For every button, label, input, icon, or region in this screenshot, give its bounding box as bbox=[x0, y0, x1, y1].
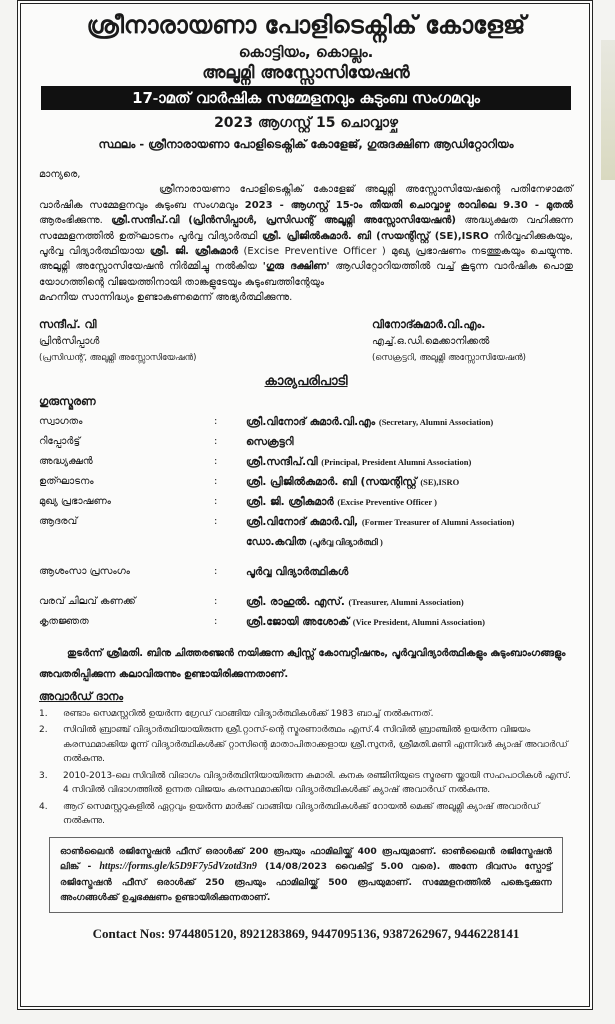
person-name: ശ്രീ.ജോയി അശോക് bbox=[246, 615, 350, 628]
programme-row bbox=[39, 433, 573, 453]
award-item bbox=[39, 800, 573, 829]
programme-person bbox=[246, 534, 573, 550]
signatory-name: വിനോദ്കുമാർ.വി.എം. bbox=[372, 317, 486, 331]
person-note: (Former Treasurer of Alumni Association) bbox=[361, 516, 515, 527]
person-note: (Treasurer, Alumni Association) bbox=[348, 596, 464, 607]
programme-row bbox=[39, 413, 573, 433]
programme-row bbox=[39, 473, 573, 493]
signature-left bbox=[39, 316, 240, 367]
colon: : bbox=[214, 455, 218, 467]
award-text: സിവിൽ ബ്രാഞ്ച് വിദ്യാർത്ഥിയായിരുന്ന ശ്രീ.റ്റാസ്-ന്റെ സ്മരണാർത്ഥം എസ്.4 സിവിൽ ബ്രാഞ്ചിൽ ഉയർന്ന വിജയം കരസ്ഥമാക്കിയ മൂന്ന് വിദ്യാർത്ഥികൾക്ക് റ്റാസിന്റെ മാതാപിതാക്കളായ ശ്രീ.സുനർ, ശ്രീമതി.മണി എന്നിവർ ക്യാഷ് അവാർഡ് നൽകുന്നു. bbox=[63, 725, 568, 765]
programme-item: റിപ്പോർട്ട് bbox=[39, 435, 81, 447]
college-title: ശ്രീനാരായണാ പോളിടെക്നിക് കോളേജ് bbox=[86, 11, 526, 39]
programme-list bbox=[39, 393, 573, 633]
programme-row bbox=[39, 493, 573, 513]
award-number: 2. bbox=[39, 725, 48, 736]
person-name: സെക്രട്ടറി bbox=[246, 435, 294, 448]
event-venue: സ്ഥലം - ശ്രീനാരായണാ പോളിടെക്നിക് കോളേജ്, ഗുരുദക്ഷിണ ആഡിറ്റോറിയം bbox=[98, 137, 514, 151]
letter-text: ശ്രീനാരായണാ പോളിടെക്നിക് കോളേജ് അലൂമ്നി അസ്സോസിയേഷന്റെ പതിനേഴാമത് വാർഷിക സമ്മേളനവും കുടുംബ സംഗമവും bbox=[39, 184, 573, 211]
signatory-role: (സെക്രട്ടറി, അലൂമ്നി അസ്സോസിയേഷൻ) bbox=[372, 352, 526, 363]
letter-president: ശ്രീ.സന്ദീപ്.വി (പ്രിൻസിപ്പാൾ, പ്രസിഡന്റ് അലൂമ്നി അസ്സോസിയേഷൻ) bbox=[111, 215, 456, 227]
person-name: ശ്രീ. രാഹുൽ. എസ്. bbox=[246, 595, 345, 608]
programme-item: സ്വാഗതം bbox=[39, 415, 83, 427]
letter-speaker: ശ്രീ. ജി. ശ്രീകുമാർ bbox=[149, 246, 239, 258]
letter-date: 2023 - ആഗസ്റ്റ് 15-ാം തീയതി ചൊവ്വാഴ്ച രാവിലെ 9.30 - മുതൽ bbox=[244, 199, 573, 211]
programme-person bbox=[246, 454, 573, 470]
award-number: 3. bbox=[39, 770, 48, 781]
person-note: (Vice President, Alumni Association) bbox=[352, 616, 485, 627]
letter-text: (Excise Preventive Officer ) മുഖ്യ പ്രഭാഷണം നടത്തുകയും ചെയ്യുന്നു. അലൂമ്നി അസ്സോസിയേഷൻ നിർമ്മിച്ചു നൽകിയ bbox=[39, 246, 573, 273]
letter-text: അദ്ധ്യക്ഷത വഹിക്കുന്ന സമ്മേളനത്തിൽ ഉത്ഘാടനം പൂർവ്വ വിദ്യാർത്ഥി bbox=[39, 215, 573, 242]
award-text: ആറ് സെമസ്റ്ററുകളിൽ ഏറ്റവും ഉയർന്ന മാർക്ക് വാങ്ങിയ വിദ്യാർത്ഥികൾക്ക് റോയൽ മെക്ക് അലൂമ്നി ക്യാഷ് അവാർഡ് നൽകുന്നു. bbox=[63, 801, 540, 827]
letter-inaugurator: ശ്രീ. പ്രിജിൽകുമാർ. ബി (സയന്റിസ്റ്റ് (SE),ISRO bbox=[262, 230, 489, 242]
continuation-text: തുടർന്ന് ശ്രീമതി. ബിനു ചിത്തരഞ്ജൻ നയിക്കുന്ന ക്വിസ്സ് കോമ്പറ്റീഷനും, പൂർവ്വവിദ്യാർത്ഥികളും കുടുംബാംഗങ്ങളും അവതരിപ്പിക്കുന്ന കലാവിരുന്നും ഉണ്ടായിരിക്കുന്നതാണ്. bbox=[39, 647, 566, 680]
person-note: (SE),ISRO bbox=[420, 476, 460, 487]
programme-item: മുഖ്യ പ്രഭാഷണം bbox=[39, 495, 111, 507]
programme-item: ആശംസാ പ്രസംഗം bbox=[39, 565, 130, 577]
person-note: (Secretary, Alumni Association) bbox=[378, 416, 494, 427]
person-note: (Excise Preventive Officer ) bbox=[337, 496, 437, 507]
registration-box bbox=[49, 837, 563, 913]
programme-item: കൃതജ്ഞത bbox=[39, 615, 89, 627]
association-title: അലൂമ്നി അസ്സോസിയേഷൻ bbox=[202, 63, 410, 83]
letter-auditorium: 'ഗുരു ദക്ഷിണ' bbox=[262, 261, 330, 273]
registration-text: (14/08/2023 വൈകിട്ട് 5.00 വരെ). അന്നേ ദിവസം സ്പോട്ട് രജിസ്ട്രേഷൻ ഫീസ് ഒരാൾക്ക് 250 രൂപയും ഫാമിലിയ്ക്ക് 500 രൂപയുമാണ്. സമ്മേളനത്തിൽ പങ്കെടുക്കുന്ന അംഗങ്ങൾക്ക് ഉച്ചഭക്ഷണം ഉണ്ടായിരിക്കുന്നതാണ്. bbox=[60, 861, 552, 904]
letter-text: ആരംഭിക്കുന്നു. bbox=[39, 215, 112, 227]
signatory-title: എച്ച്.ഒ.ഡി.മെക്കാനിക്കൽ bbox=[372, 335, 490, 347]
award-text: 2010-2013-ലെ സിവിൽ വിഭാഗം വിദ്യാർത്ഥിനിയായിരുന്ന കുമാരി. കനക രഞ്ജിനിയുടെ സ്മരണ യ്ക്കായി സഹപാഠികൾ എസ്. 4 സിവിൽ വിഭാഗത്തിൽ ഉന്നത വിജയം കരസ്ഥമാക്കിയ വിദ്യാർത്ഥികൾക്ക് ക്യാഷ് അവാർഡ് നൽകുന്നു. bbox=[63, 770, 571, 796]
colon: : bbox=[214, 415, 218, 427]
programme-person bbox=[246, 414, 573, 430]
colon: : bbox=[214, 495, 218, 507]
event-banner: 17-ാമത് വാർഷിക സമ്മേളനവും കുടുംബ സംഗമവും bbox=[41, 86, 571, 110]
signatory-title: പ്രിൻസിപ്പാൾ bbox=[39, 335, 100, 347]
event-date: 2023 ആഗസ്റ്റ് 15 ചൊവ്വാഴ്ച bbox=[214, 115, 398, 131]
programme-row bbox=[39, 593, 573, 613]
signatory-role: (പ്രസിഡന്റ്, അലൂമ്നി അസ്സോസിയേഷൻ) bbox=[39, 352, 197, 363]
background-edge bbox=[601, 40, 615, 180]
notice-document bbox=[17, 0, 593, 1010]
person-note: (Principal, President Alumni Association) bbox=[321, 456, 472, 467]
colon: : bbox=[214, 565, 218, 577]
programme-person bbox=[246, 564, 573, 580]
college-place: കൊട്ടിയം, കൊല്ലം. bbox=[238, 43, 374, 61]
programme-first: ഗുരുസ്മരണ bbox=[39, 394, 96, 408]
person-name: ശ്രീ.സന്ദീപ്.വി bbox=[246, 455, 318, 468]
person-note: (പൂർവ്വ വിദ്യാർത്ഥി ) bbox=[309, 536, 383, 547]
letter-paragraph bbox=[39, 182, 573, 290]
colon: : bbox=[214, 515, 218, 527]
signatures bbox=[39, 316, 573, 367]
signature-right bbox=[252, 316, 573, 367]
letter-text: ആഡിറ്റോറിയത്തിൽ വച്ച് കൂടുന്ന വാർഷിക പൊതു യോഗത്തിന്റെ വിജയത്തിനായി താങ്കളുടേയും കുടുംബത്തിന്റേയും bbox=[39, 261, 574, 288]
registration-text: ഓൺലൈൻ രജിസ്ട്രേഷൻ ഫീസ് ഒരാൾക്ക് 200 രൂപയും ഫാമിലിയ്ക്ക് 400 രൂപയുമാണ്. ഓൺലൈൻ രജിസ്ട്രേഷൻ ലിങ്ക് - bbox=[60, 845, 552, 873]
signatory-name: സന്ദീപ്. വി bbox=[39, 317, 97, 331]
award-item bbox=[39, 707, 573, 722]
programme-row bbox=[39, 563, 573, 583]
awards-heading: അവാർഡ് ദാനം bbox=[39, 689, 124, 703]
programme-item: ഉത്ഘാടനം bbox=[39, 475, 94, 487]
programme-person bbox=[246, 494, 573, 510]
programme-row bbox=[39, 453, 573, 473]
programme-row bbox=[39, 533, 573, 553]
salutation: മാന്യരെ, bbox=[39, 169, 81, 180]
award-number: 4. bbox=[39, 801, 48, 812]
colon: : bbox=[214, 595, 218, 607]
colon: : bbox=[214, 615, 218, 627]
award-item bbox=[39, 723, 573, 767]
colon: : bbox=[214, 435, 218, 447]
programme-person bbox=[246, 614, 573, 630]
programme-heading: കാര്യപരിപാടി bbox=[264, 373, 348, 389]
programme-row bbox=[39, 513, 573, 533]
contact-numbers: Contact Nos: 9744805120, 8921283869, 9447095136, 9387262967, 9446228141 bbox=[92, 925, 520, 941]
programme-item: അദ്ധ്യക്ഷൻ bbox=[39, 455, 93, 467]
person-name: ഡോ.കവിത bbox=[246, 535, 307, 548]
person-name: ശ്രീ. ജി. ശ്രീകുമാർ bbox=[246, 495, 334, 508]
person-name: ശ്രീ.വിനോദ് കുമാർ.വി.എം bbox=[246, 415, 376, 428]
person-name: പൂർവ്വ വിദ്യാർത്ഥികൾ bbox=[246, 565, 349, 578]
letter-text: നിർവ്വഹിക്കുകയും, പൂർവ്വ വിദ്യാർത്ഥിയായ bbox=[39, 230, 573, 258]
invitation-letter bbox=[39, 167, 573, 306]
colon: : bbox=[214, 475, 218, 487]
registration-link[interactable]: https://forms.gle/k5D9F7y5dVzotd3n9 bbox=[99, 861, 257, 873]
person-name: ശ്രീ. പ്രിജിൽകുമാർ. ബി (സയന്റിസ്റ്റ് bbox=[246, 475, 417, 488]
programme-item: ആദരവ് bbox=[39, 515, 78, 527]
letter-closing: മഹനീയ സാന്നിദ്ധ്യം ഉണ്ടാകണമെന്ന് അഭ്യർത്ഥിക്കുന്നു. bbox=[39, 292, 293, 304]
person-name: ശ്രീ.വിനോദ് കുമാർ.വി, bbox=[246, 515, 359, 528]
award-number: 1. bbox=[39, 708, 48, 719]
programme-person bbox=[246, 474, 573, 490]
programme-person bbox=[246, 434, 573, 450]
awards-list bbox=[39, 707, 573, 829]
programme-item: വരവ് ചിലവ് കണക്ക് bbox=[39, 595, 136, 607]
award-text: രണ്ടാം സെമസ്റ്ററിൽ ഉയർന്ന ഗ്രേഡ് വാങ്ങിയ വിദ്യാർത്ഥികൾക്ക് 1983 ബാച്ച് നൽകുന്നത്. bbox=[63, 708, 434, 719]
programme-row bbox=[39, 613, 573, 633]
programme-person bbox=[246, 594, 573, 610]
award-item bbox=[39, 769, 573, 798]
programme-person bbox=[246, 514, 573, 530]
